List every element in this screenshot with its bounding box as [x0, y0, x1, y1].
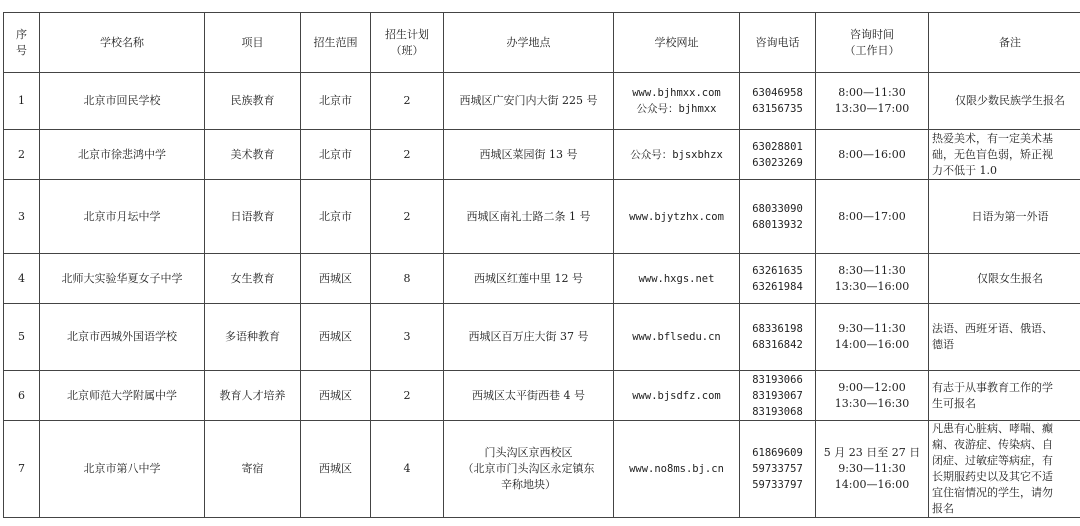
header-time: 咨询时间 （工作日）	[816, 13, 929, 73]
cell-time-line: 5 月 23 日至 27 日	[823, 446, 921, 459]
cell-phone-line: 59733757	[752, 463, 803, 475]
cell-no: 3	[4, 180, 40, 254]
cell-no: 4	[4, 254, 40, 304]
cell-time-line: 14:00—16:00	[834, 338, 910, 351]
cell-phone-line: 63023269	[752, 156, 803, 169]
cell-time	[816, 130, 929, 180]
cell-project: 日语教育	[205, 180, 301, 254]
cell-school-name: 北师大实验华夏女子中学	[40, 254, 205, 304]
cell-website	[614, 371, 740, 421]
cell-website	[614, 304, 740, 371]
cell-website	[614, 130, 740, 180]
cell-plan: 8	[371, 254, 444, 304]
cell-note	[929, 73, 1080, 130]
cell-phone-line: 83193068	[752, 405, 803, 418]
cell-school-name: 北京市月坛中学	[40, 180, 205, 254]
cell-note-line: 报名	[932, 502, 954, 515]
cell-school-name: 北京市第八中学	[40, 421, 205, 518]
cell-website-line: www.bflsedu.cn	[632, 331, 721, 343]
cell-note-line: 力不低于 1.0	[932, 163, 997, 177]
cell-scope: 西城区	[301, 371, 371, 421]
cell-note-line: 闭症、过敏症等病症，有	[932, 454, 1053, 467]
header-scope: 招生范围	[301, 13, 371, 73]
cell-project: 女生教育	[205, 254, 301, 304]
cell-plan: 2	[371, 180, 444, 254]
cell-note	[929, 180, 1080, 254]
cell-phone-line: 68316842	[752, 339, 803, 351]
cell-no: 6	[4, 371, 40, 421]
cell-address-line: 西城区太平街西巷 4 号	[472, 388, 585, 402]
cell-phone-line: 83193067	[752, 389, 803, 402]
cell-note	[929, 130, 1080, 180]
cell-note-line: 仅限少数民族学生报名	[955, 94, 1065, 107]
cell-phone	[740, 180, 816, 254]
cell-note-line: 长期服药史以及其它不适	[932, 470, 1053, 483]
cell-note-line: 法语、西班牙语、俄语、	[932, 322, 1053, 335]
cell-website-line: www.hxgs.net	[638, 272, 715, 285]
header-row	[4, 13, 1080, 73]
cell-phone-line: 68336198	[752, 323, 803, 335]
cell-phone-line: 59733797	[752, 479, 803, 491]
cell-phone-line: 63261635	[752, 264, 803, 277]
cell-project: 民族教育	[205, 73, 301, 130]
cell-scope: 西城区	[301, 304, 371, 371]
cell-time-line: 8:00—17:00	[838, 209, 906, 223]
cell-scope: 北京市	[301, 73, 371, 130]
cell-time-line: 13:30—16:00	[834, 279, 910, 293]
cell-note-line: 热爱美术，有一定美术基	[932, 131, 1053, 145]
cell-address-line: 西城区南礼士路二条 1 号	[466, 209, 591, 223]
cell-note	[929, 421, 1080, 518]
cell-website-line: www.no8ms.bj.cn	[629, 463, 724, 475]
cell-address	[444, 180, 614, 254]
cell-note	[929, 304, 1080, 371]
cell-website	[614, 254, 740, 304]
cell-address-line: 西城区红莲中里 12 号	[474, 271, 583, 285]
cell-note-line: 凡患有心脏病、哮喘、癫	[932, 422, 1053, 435]
school-admission-table	[3, 12, 1080, 518]
cell-website-line: www.bjhmxx.com	[632, 87, 721, 99]
cell-no: 1	[4, 73, 40, 130]
cell-phone	[740, 130, 816, 180]
header-note: 备注	[929, 13, 1080, 73]
cell-phone-line: 63261984	[752, 280, 803, 293]
cell-school-name: 北京师范大学附属中学	[40, 371, 205, 421]
cell-time	[816, 254, 929, 304]
cell-note-line: 仅限女生报名	[977, 271, 1043, 285]
cell-address	[444, 73, 614, 130]
cell-phone-line: 63028801	[752, 140, 803, 153]
cell-note	[929, 371, 1080, 421]
cell-time	[816, 421, 929, 518]
cell-phone-line: 68033090	[752, 202, 803, 215]
cell-plan: 2	[371, 371, 444, 421]
header-name: 学校名称	[40, 13, 205, 73]
cell-no: 7	[4, 421, 40, 518]
cell-scope: 北京市	[301, 180, 371, 254]
cell-plan: 2	[371, 73, 444, 130]
table-row	[4, 371, 1080, 421]
cell-address-line: 西城区菜园街 13 号	[479, 147, 578, 161]
cell-time	[816, 304, 929, 371]
table-body	[4, 73, 1080, 518]
cell-plan: 3	[371, 304, 444, 371]
cell-note-line: 有志于从事教育工作的学	[932, 380, 1053, 394]
cell-note	[929, 254, 1080, 304]
cell-phone	[740, 421, 816, 518]
cell-address-line: （北京市门头沟区永定镇东	[462, 462, 595, 475]
cell-note-line: 础，无色盲色弱，矫正视	[932, 147, 1053, 161]
cell-address	[444, 371, 614, 421]
header-no: 序 号	[4, 13, 40, 73]
cell-address	[444, 421, 614, 518]
cell-address	[444, 130, 614, 180]
cell-note-line: 德语	[932, 338, 954, 351]
cell-scope: 西城区	[301, 421, 371, 518]
table-row	[4, 73, 1080, 130]
cell-phone	[740, 304, 816, 371]
table-row	[4, 180, 1080, 254]
cell-project: 寄宿	[205, 421, 301, 518]
cell-time	[816, 73, 929, 130]
table-row	[4, 304, 1080, 371]
header-project: 项目	[205, 13, 301, 73]
cell-note-line: 生可报名	[932, 396, 976, 410]
cell-plan: 4	[371, 421, 444, 518]
cell-project: 美术教育	[205, 130, 301, 180]
header-plan: 招生计划 （班）	[371, 13, 444, 73]
cell-scope: 西城区	[301, 254, 371, 304]
cell-phone-line: 83193066	[752, 373, 803, 386]
cell-address-line: 辛称地块）	[501, 478, 556, 491]
cell-website	[614, 73, 740, 130]
cell-school-name: 北京市回民学校	[40, 73, 205, 130]
cell-time-line: 8:00—11:30	[838, 86, 906, 99]
cell-time-line: 9:00—12:00	[838, 380, 906, 394]
cell-plan: 2	[371, 130, 444, 180]
cell-no: 2	[4, 130, 40, 180]
cell-address	[444, 254, 614, 304]
table-row	[4, 421, 1080, 518]
cell-time-line: 13:30—17:00	[834, 102, 910, 115]
cell-project: 多语种教育	[205, 304, 301, 371]
header-website: 学校网址	[614, 13, 740, 73]
cell-website-line: www.bjsdfz.com	[632, 389, 721, 402]
cell-phone	[740, 254, 816, 304]
cell-address	[444, 304, 614, 371]
header-address: 办学地点	[444, 13, 614, 73]
cell-time	[816, 371, 929, 421]
cell-time-line: 14:00—16:00	[834, 478, 910, 491]
cell-note-line: 宜住宿情况的学生，请勿	[932, 486, 1053, 499]
cell-school-name: 北京市徐悲鸿中学	[40, 130, 205, 180]
header-phone: 咨询电话	[740, 13, 816, 73]
cell-time	[816, 180, 929, 254]
table-row	[4, 130, 1080, 180]
cell-website	[614, 180, 740, 254]
cell-time-line: 9:30—11:30	[838, 462, 906, 475]
cell-time-line: 8:30—11:30	[838, 263, 906, 277]
cell-address-line: 西城区广安门内大街 225 号	[459, 94, 598, 107]
cell-phone-line: 61869609	[752, 447, 803, 459]
cell-school-name: 北京市西城外国语学校	[40, 304, 205, 371]
cell-time-line: 13:30—16:30	[834, 396, 910, 410]
cell-scope: 北京市	[301, 130, 371, 180]
cell-website-line: 公众号：bjsxbhzx	[630, 148, 723, 161]
cell-address-line: 门头沟区京西校区	[484, 446, 573, 459]
cell-address-line: 西城区百万庄大街 37 号	[468, 330, 589, 343]
cell-note-line: 痫、夜游症、传染病、自	[932, 438, 1053, 451]
cell-phone-line: 68013932	[752, 218, 803, 231]
cell-phone-line: 63156735	[752, 103, 803, 115]
cell-website-line: 公众号：bjhmxx	[636, 103, 717, 115]
cell-time-line: 8:00—16:00	[838, 147, 906, 161]
cell-website	[614, 421, 740, 518]
table-row	[4, 254, 1080, 304]
cell-note-line: 日语为第一外语	[971, 209, 1049, 223]
cell-website-line: www.bjytzhx.com	[629, 210, 724, 223]
cell-phone	[740, 371, 816, 421]
cell-time-line: 9:30—11:30	[838, 322, 906, 335]
cell-phone-line: 63046958	[752, 87, 803, 99]
cell-project: 教育人才培养	[205, 371, 301, 421]
cell-phone	[740, 73, 816, 130]
cell-no: 5	[4, 304, 40, 371]
